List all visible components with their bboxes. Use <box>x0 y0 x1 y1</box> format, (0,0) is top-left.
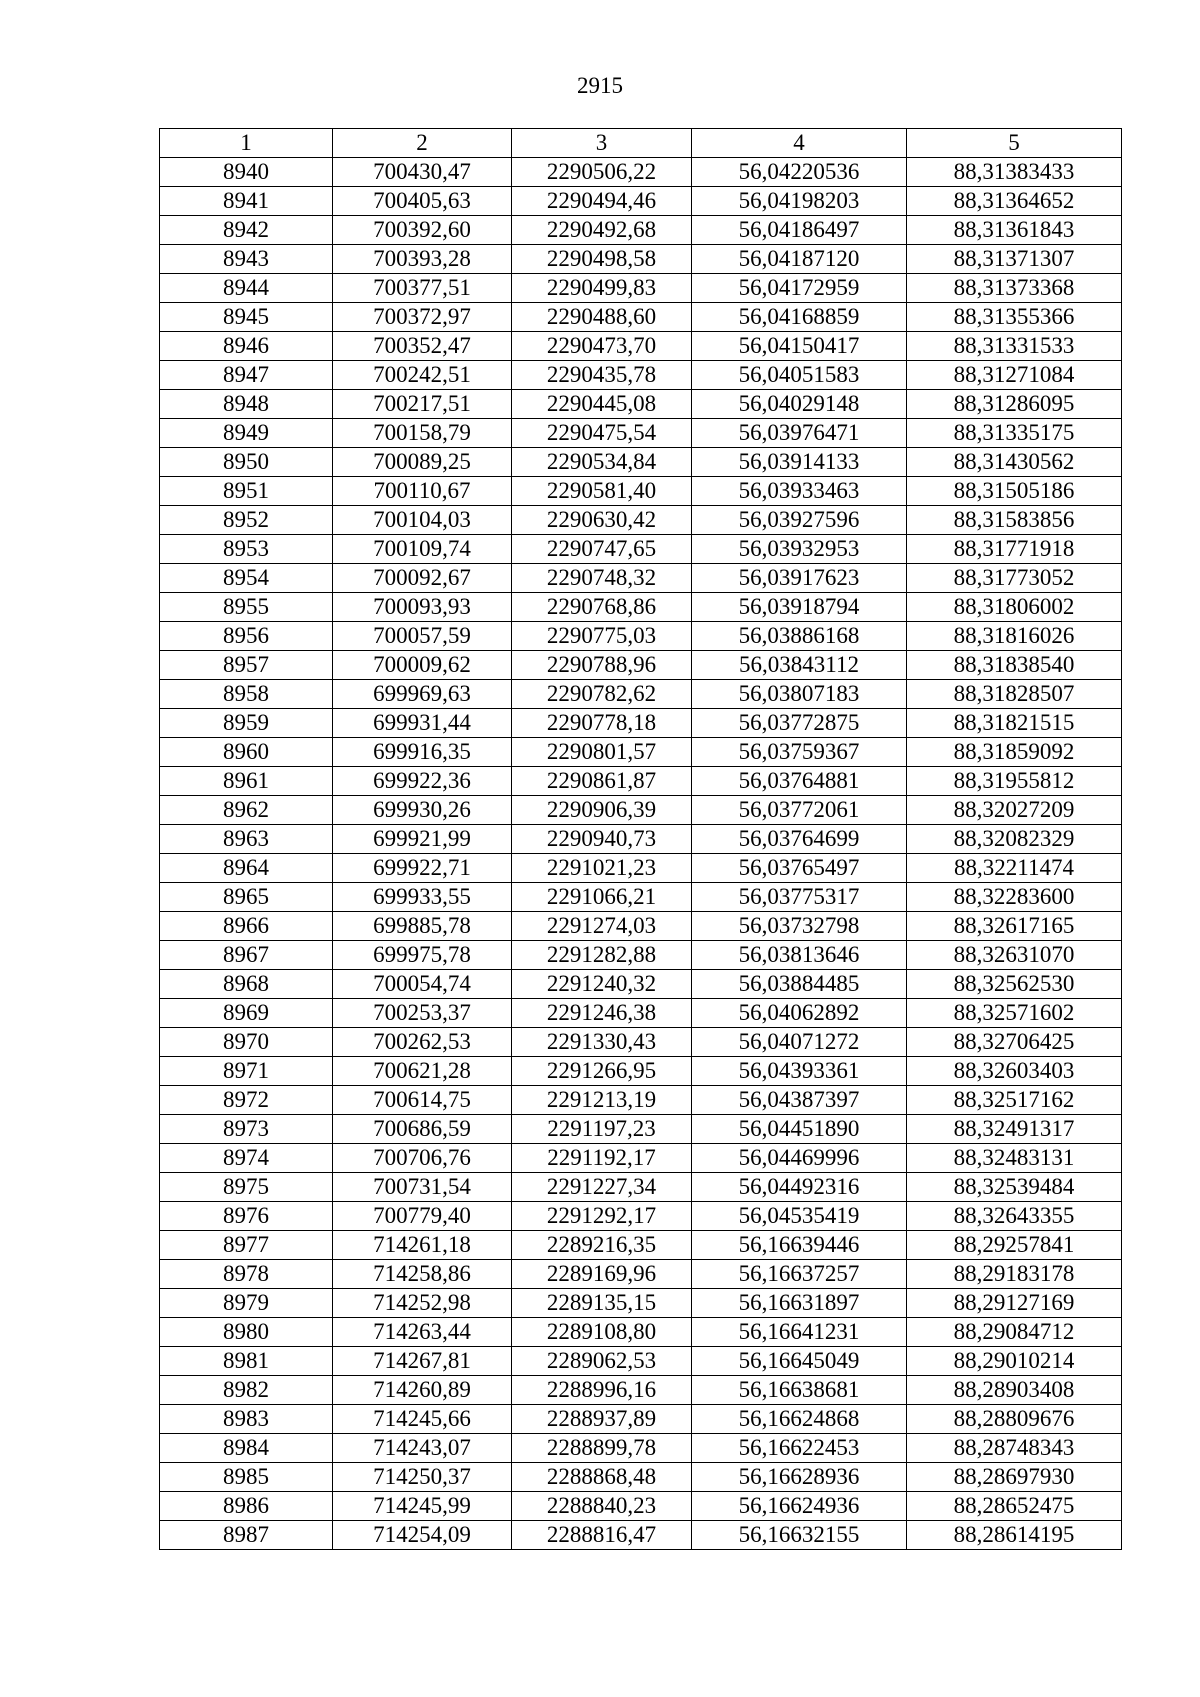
y-coordinate-cell: 2291192,17 <box>512 1144 692 1173</box>
y-coordinate-cell: 2291197,23 <box>512 1115 692 1144</box>
latitude-cell: 56,03917623 <box>692 564 907 593</box>
y-coordinate-cell: 2291066,21 <box>512 883 692 912</box>
latitude-cell: 56,16639446 <box>692 1231 907 1260</box>
y-coordinate-cell: 2291213,19 <box>512 1086 692 1115</box>
x-coordinate-cell: 714245,99 <box>333 1492 512 1521</box>
latitude-cell: 56,03884485 <box>692 970 907 999</box>
table-row <box>160 1086 1122 1115</box>
x-coordinate-cell: 714267,81 <box>333 1347 512 1376</box>
y-coordinate-cell: 2290445,08 <box>512 390 692 419</box>
table-row <box>160 680 1122 709</box>
x-coordinate-cell: 700109,74 <box>333 535 512 564</box>
table-row <box>160 1376 1122 1405</box>
x-coordinate-cell: 700217,51 <box>333 390 512 419</box>
point-number-cell: 8945 <box>160 303 333 332</box>
latitude-cell: 56,16631897 <box>692 1289 907 1318</box>
longitude-cell: 88,29084712 <box>907 1318 1122 1347</box>
table-row <box>160 535 1122 564</box>
y-coordinate-cell: 2289216,35 <box>512 1231 692 1260</box>
table-row <box>160 854 1122 883</box>
longitude-cell: 88,31286095 <box>907 390 1122 419</box>
latitude-cell: 56,03932953 <box>692 535 907 564</box>
latitude-cell: 56,16637257 <box>692 1260 907 1289</box>
y-coordinate-cell: 2291274,03 <box>512 912 692 941</box>
latitude-cell: 56,04387397 <box>692 1086 907 1115</box>
table-header <box>160 129 1122 158</box>
longitude-cell: 88,31838540 <box>907 651 1122 680</box>
latitude-cell: 56,03886168 <box>692 622 907 651</box>
latitude-cell: 56,03976471 <box>692 419 907 448</box>
point-number-cell: 8971 <box>160 1057 333 1086</box>
y-coordinate-cell: 2290747,65 <box>512 535 692 564</box>
latitude-cell: 56,03933463 <box>692 477 907 506</box>
latitude-cell: 56,16632155 <box>692 1521 907 1550</box>
y-coordinate-cell: 2289169,96 <box>512 1260 692 1289</box>
y-coordinate-cell: 2290475,54 <box>512 419 692 448</box>
point-number-cell: 8958 <box>160 680 333 709</box>
longitude-cell: 88,28748343 <box>907 1434 1122 1463</box>
latitude-cell: 56,04029148 <box>692 390 907 419</box>
latitude-cell: 56,03732798 <box>692 912 907 941</box>
coordinates-table <box>159 128 1122 1550</box>
x-coordinate-cell: 700779,40 <box>333 1202 512 1231</box>
y-coordinate-cell: 2290488,60 <box>512 303 692 332</box>
latitude-cell: 56,03775317 <box>692 883 907 912</box>
table-row <box>160 796 1122 825</box>
longitude-cell: 88,29257841 <box>907 1231 1122 1260</box>
x-coordinate-cell: 700372,97 <box>333 303 512 332</box>
table-row <box>160 361 1122 390</box>
x-coordinate-cell: 700686,59 <box>333 1115 512 1144</box>
longitude-cell: 88,32571602 <box>907 999 1122 1028</box>
longitude-cell: 88,29010214 <box>907 1347 1122 1376</box>
y-coordinate-cell: 2291240,32 <box>512 970 692 999</box>
table-body <box>160 158 1122 1550</box>
y-coordinate-cell: 2289062,53 <box>512 1347 692 1376</box>
latitude-cell: 56,03813646 <box>692 941 907 970</box>
y-coordinate-cell: 2288840,23 <box>512 1492 692 1521</box>
table-row <box>160 912 1122 941</box>
latitude-cell: 56,04150417 <box>692 332 907 361</box>
point-number-cell: 8973 <box>160 1115 333 1144</box>
x-coordinate-cell: 699916,35 <box>333 738 512 767</box>
x-coordinate-cell: 700392,60 <box>333 216 512 245</box>
point-number-cell: 8950 <box>160 448 333 477</box>
y-coordinate-cell: 2289135,15 <box>512 1289 692 1318</box>
table-row <box>160 1318 1122 1347</box>
longitude-cell: 88,31361843 <box>907 216 1122 245</box>
latitude-cell: 56,04051583 <box>692 361 907 390</box>
longitude-cell: 88,31371307 <box>907 245 1122 274</box>
latitude-cell: 56,16624868 <box>692 1405 907 1434</box>
x-coordinate-cell: 700009,62 <box>333 651 512 680</box>
latitude-cell: 56,03764699 <box>692 825 907 854</box>
longitude-cell: 88,31583856 <box>907 506 1122 535</box>
column-header-1: 1 <box>160 129 333 158</box>
latitude-cell: 56,04535419 <box>692 1202 907 1231</box>
latitude-cell: 56,04062892 <box>692 999 907 1028</box>
y-coordinate-cell: 2290506,22 <box>512 158 692 187</box>
y-coordinate-cell: 2291227,34 <box>512 1173 692 1202</box>
x-coordinate-cell: 699921,99 <box>333 825 512 854</box>
column-header-4: 4 <box>692 129 907 158</box>
latitude-cell: 56,03918794 <box>692 593 907 622</box>
latitude-cell: 56,04187120 <box>692 245 907 274</box>
latitude-cell: 56,03843112 <box>692 651 907 680</box>
latitude-cell: 56,03765497 <box>692 854 907 883</box>
table-row <box>160 1405 1122 1434</box>
latitude-cell: 56,03927596 <box>692 506 907 535</box>
longitude-cell: 88,31806002 <box>907 593 1122 622</box>
x-coordinate-cell: 700731,54 <box>333 1173 512 1202</box>
y-coordinate-cell: 2291246,38 <box>512 999 692 1028</box>
y-coordinate-cell: 2288937,89 <box>512 1405 692 1434</box>
table-row <box>160 651 1122 680</box>
longitude-cell: 88,32631070 <box>907 941 1122 970</box>
longitude-cell: 88,31773052 <box>907 564 1122 593</box>
point-number-cell: 8985 <box>160 1463 333 1492</box>
x-coordinate-cell: 700089,25 <box>333 448 512 477</box>
y-coordinate-cell: 2290492,68 <box>512 216 692 245</box>
latitude-cell: 56,03764881 <box>692 767 907 796</box>
table-row <box>160 1173 1122 1202</box>
x-coordinate-cell: 699922,36 <box>333 767 512 796</box>
point-number-cell: 8980 <box>160 1318 333 1347</box>
longitude-cell: 88,31505186 <box>907 477 1122 506</box>
latitude-cell: 56,04168859 <box>692 303 907 332</box>
y-coordinate-cell: 2290748,32 <box>512 564 692 593</box>
point-number-cell: 8981 <box>160 1347 333 1376</box>
point-number-cell: 8983 <box>160 1405 333 1434</box>
table-row <box>160 1202 1122 1231</box>
table-row <box>160 1028 1122 1057</box>
table-row <box>160 1463 1122 1492</box>
y-coordinate-cell: 2288816,47 <box>512 1521 692 1550</box>
x-coordinate-cell: 714245,66 <box>333 1405 512 1434</box>
point-number-cell: 8978 <box>160 1260 333 1289</box>
y-coordinate-cell: 2291021,23 <box>512 854 692 883</box>
latitude-cell: 56,16624936 <box>692 1492 907 1521</box>
point-number-cell: 8941 <box>160 187 333 216</box>
point-number-cell: 8962 <box>160 796 333 825</box>
column-header-3: 3 <box>512 129 692 158</box>
y-coordinate-cell: 2291330,43 <box>512 1028 692 1057</box>
longitude-cell: 88,32617165 <box>907 912 1122 941</box>
x-coordinate-cell: 700242,51 <box>333 361 512 390</box>
point-number-cell: 8957 <box>160 651 333 680</box>
table-row <box>160 1231 1122 1260</box>
longitude-cell: 88,31271084 <box>907 361 1122 390</box>
y-coordinate-cell: 2288868,48 <box>512 1463 692 1492</box>
table-row <box>160 506 1122 535</box>
x-coordinate-cell: 700092,67 <box>333 564 512 593</box>
x-coordinate-cell: 714252,98 <box>333 1289 512 1318</box>
x-coordinate-cell: 700430,47 <box>333 158 512 187</box>
y-coordinate-cell: 2291292,17 <box>512 1202 692 1231</box>
table-row <box>160 303 1122 332</box>
point-number-cell: 8949 <box>160 419 333 448</box>
y-coordinate-cell: 2290778,18 <box>512 709 692 738</box>
y-coordinate-cell: 2288899,78 <box>512 1434 692 1463</box>
table-row <box>160 332 1122 361</box>
longitude-cell: 88,32643355 <box>907 1202 1122 1231</box>
x-coordinate-cell: 700377,51 <box>333 274 512 303</box>
x-coordinate-cell: 700054,74 <box>333 970 512 999</box>
longitude-cell: 88,32539484 <box>907 1173 1122 1202</box>
x-coordinate-cell: 700352,47 <box>333 332 512 361</box>
x-coordinate-cell: 714263,44 <box>333 1318 512 1347</box>
latitude-cell: 56,04393361 <box>692 1057 907 1086</box>
table-row <box>160 1289 1122 1318</box>
table-row <box>160 767 1122 796</box>
point-number-cell: 8966 <box>160 912 333 941</box>
point-number-cell: 8943 <box>160 245 333 274</box>
latitude-cell: 56,16628936 <box>692 1463 907 1492</box>
latitude-cell: 56,04451890 <box>692 1115 907 1144</box>
y-coordinate-cell: 2290494,46 <box>512 187 692 216</box>
longitude-cell: 88,32706425 <box>907 1028 1122 1057</box>
table-row <box>160 709 1122 738</box>
table-row <box>160 419 1122 448</box>
x-coordinate-cell: 714254,09 <box>333 1521 512 1550</box>
longitude-cell: 88,28652475 <box>907 1492 1122 1521</box>
latitude-cell: 56,03807183 <box>692 680 907 709</box>
y-coordinate-cell: 2290581,40 <box>512 477 692 506</box>
point-number-cell: 8974 <box>160 1144 333 1173</box>
table-row <box>160 1434 1122 1463</box>
longitude-cell: 88,31331533 <box>907 332 1122 361</box>
x-coordinate-cell: 700262,53 <box>333 1028 512 1057</box>
point-number-cell: 8968 <box>160 970 333 999</box>
x-coordinate-cell: 699930,26 <box>333 796 512 825</box>
y-coordinate-cell: 2290768,86 <box>512 593 692 622</box>
x-coordinate-cell: 699931,44 <box>333 709 512 738</box>
y-coordinate-cell: 2290499,83 <box>512 274 692 303</box>
y-coordinate-cell: 2290473,70 <box>512 332 692 361</box>
longitude-cell: 88,29127169 <box>907 1289 1122 1318</box>
point-number-cell: 8987 <box>160 1521 333 1550</box>
point-number-cell: 8964 <box>160 854 333 883</box>
x-coordinate-cell: 699885,78 <box>333 912 512 941</box>
latitude-cell: 56,04198203 <box>692 187 907 216</box>
y-coordinate-cell: 2290435,78 <box>512 361 692 390</box>
longitude-cell: 88,32027209 <box>907 796 1122 825</box>
x-coordinate-cell: 699975,78 <box>333 941 512 970</box>
longitude-cell: 88,31383433 <box>907 158 1122 187</box>
point-number-cell: 8963 <box>160 825 333 854</box>
point-number-cell: 8972 <box>160 1086 333 1115</box>
longitude-cell: 88,31430562 <box>907 448 1122 477</box>
longitude-cell: 88,31821515 <box>907 709 1122 738</box>
x-coordinate-cell: 699969,63 <box>333 680 512 709</box>
y-coordinate-cell: 2290534,84 <box>512 448 692 477</box>
longitude-cell: 88,32517162 <box>907 1086 1122 1115</box>
y-coordinate-cell: 2291282,88 <box>512 941 692 970</box>
table-row <box>160 448 1122 477</box>
x-coordinate-cell: 714260,89 <box>333 1376 512 1405</box>
table-row <box>160 941 1122 970</box>
table-row <box>160 216 1122 245</box>
longitude-cell: 88,31859092 <box>907 738 1122 767</box>
longitude-cell: 88,31771918 <box>907 535 1122 564</box>
x-coordinate-cell: 714243,07 <box>333 1434 512 1463</box>
table-row <box>160 825 1122 854</box>
latitude-cell: 56,03772875 <box>692 709 907 738</box>
longitude-cell: 88,28903408 <box>907 1376 1122 1405</box>
longitude-cell: 88,31828507 <box>907 680 1122 709</box>
x-coordinate-cell: 714258,86 <box>333 1260 512 1289</box>
longitude-cell: 88,32562530 <box>907 970 1122 999</box>
x-coordinate-cell: 700158,79 <box>333 419 512 448</box>
point-number-cell: 8946 <box>160 332 333 361</box>
column-header-5: 5 <box>907 129 1122 158</box>
latitude-cell: 56,16641231 <box>692 1318 907 1347</box>
longitude-cell: 88,32211474 <box>907 854 1122 883</box>
table-row <box>160 1260 1122 1289</box>
longitude-cell: 88,32483131 <box>907 1144 1122 1173</box>
longitude-cell: 88,31373368 <box>907 274 1122 303</box>
y-coordinate-cell: 2290861,87 <box>512 767 692 796</box>
point-number-cell: 8965 <box>160 883 333 912</box>
y-coordinate-cell: 2290788,96 <box>512 651 692 680</box>
x-coordinate-cell: 700104,03 <box>333 506 512 535</box>
point-number-cell: 8953 <box>160 535 333 564</box>
table-row <box>160 1115 1122 1144</box>
x-coordinate-cell: 714250,37 <box>333 1463 512 1492</box>
table-row <box>160 999 1122 1028</box>
point-number-cell: 8942 <box>160 216 333 245</box>
y-coordinate-cell: 2290498,58 <box>512 245 692 274</box>
table-row <box>160 1521 1122 1550</box>
point-number-cell: 8944 <box>160 274 333 303</box>
latitude-cell: 56,16645049 <box>692 1347 907 1376</box>
point-number-cell: 8984 <box>160 1434 333 1463</box>
x-coordinate-cell: 699933,55 <box>333 883 512 912</box>
latitude-cell: 56,04220536 <box>692 158 907 187</box>
table-row <box>160 1492 1122 1521</box>
longitude-cell: 88,32283600 <box>907 883 1122 912</box>
point-number-cell: 8986 <box>160 1492 333 1521</box>
longitude-cell: 88,32603403 <box>907 1057 1122 1086</box>
longitude-cell: 88,32082329 <box>907 825 1122 854</box>
point-number-cell: 8979 <box>160 1289 333 1318</box>
y-coordinate-cell: 2290630,42 <box>512 506 692 535</box>
table-row <box>160 738 1122 767</box>
table-row <box>160 187 1122 216</box>
longitude-cell: 88,29183178 <box>907 1260 1122 1289</box>
longitude-cell: 88,31955812 <box>907 767 1122 796</box>
point-number-cell: 8954 <box>160 564 333 593</box>
latitude-cell: 56,16622453 <box>692 1434 907 1463</box>
point-number-cell: 8956 <box>160 622 333 651</box>
latitude-cell: 56,03914133 <box>692 448 907 477</box>
table-row <box>160 158 1122 187</box>
y-coordinate-cell: 2290906,39 <box>512 796 692 825</box>
point-number-cell: 8955 <box>160 593 333 622</box>
latitude-cell: 56,04469996 <box>692 1144 907 1173</box>
table-row <box>160 970 1122 999</box>
point-number-cell: 8960 <box>160 738 333 767</box>
y-coordinate-cell: 2290940,73 <box>512 825 692 854</box>
point-number-cell: 8967 <box>160 941 333 970</box>
x-coordinate-cell: 700614,75 <box>333 1086 512 1115</box>
point-number-cell: 8947 <box>160 361 333 390</box>
point-number-cell: 8961 <box>160 767 333 796</box>
x-coordinate-cell: 699922,71 <box>333 854 512 883</box>
latitude-cell: 56,04186497 <box>692 216 907 245</box>
longitude-cell: 88,32491317 <box>907 1115 1122 1144</box>
table-row <box>160 593 1122 622</box>
y-coordinate-cell: 2289108,80 <box>512 1318 692 1347</box>
y-coordinate-cell: 2291266,95 <box>512 1057 692 1086</box>
x-coordinate-cell: 700405,63 <box>333 187 512 216</box>
longitude-cell: 88,28809676 <box>907 1405 1122 1434</box>
table-row <box>160 1347 1122 1376</box>
point-number-cell: 8952 <box>160 506 333 535</box>
latitude-cell: 56,04071272 <box>692 1028 907 1057</box>
table-row <box>160 564 1122 593</box>
latitude-cell: 56,03772061 <box>692 796 907 825</box>
point-number-cell: 8976 <box>160 1202 333 1231</box>
point-number-cell: 8975 <box>160 1173 333 1202</box>
x-coordinate-cell: 700706,76 <box>333 1144 512 1173</box>
table-row <box>160 477 1122 506</box>
y-coordinate-cell: 2290782,62 <box>512 680 692 709</box>
y-coordinate-cell: 2290801,57 <box>512 738 692 767</box>
x-coordinate-cell: 700253,37 <box>333 999 512 1028</box>
table-row <box>160 1057 1122 1086</box>
table-row <box>160 622 1122 651</box>
longitude-cell: 88,31816026 <box>907 622 1122 651</box>
point-number-cell: 8977 <box>160 1231 333 1260</box>
table-row <box>160 274 1122 303</box>
x-coordinate-cell: 714261,18 <box>333 1231 512 1260</box>
point-number-cell: 8948 <box>160 390 333 419</box>
point-number-cell: 8969 <box>160 999 333 1028</box>
point-number-cell: 8951 <box>160 477 333 506</box>
column-header-2: 2 <box>333 129 512 158</box>
longitude-cell: 88,31335175 <box>907 419 1122 448</box>
point-number-cell: 8970 <box>160 1028 333 1057</box>
table-row <box>160 1144 1122 1173</box>
table-row <box>160 245 1122 274</box>
latitude-cell: 56,04172959 <box>692 274 907 303</box>
longitude-cell: 88,28697930 <box>907 1463 1122 1492</box>
table-row <box>160 883 1122 912</box>
point-number-cell: 8940 <box>160 158 333 187</box>
page-number: 2915 <box>577 73 623 98</box>
point-number-cell: 8959 <box>160 709 333 738</box>
table-row <box>160 390 1122 419</box>
latitude-cell: 56,16638681 <box>692 1376 907 1405</box>
x-coordinate-cell: 700093,93 <box>333 593 512 622</box>
longitude-cell: 88,31364652 <box>907 187 1122 216</box>
latitude-cell: 56,03759367 <box>692 738 907 767</box>
x-coordinate-cell: 700057,59 <box>333 622 512 651</box>
longitude-cell: 88,28614195 <box>907 1521 1122 1550</box>
y-coordinate-cell: 2290775,03 <box>512 622 692 651</box>
x-coordinate-cell: 700621,28 <box>333 1057 512 1086</box>
x-coordinate-cell: 700110,67 <box>333 477 512 506</box>
longitude-cell: 88,31355366 <box>907 303 1122 332</box>
header-row <box>160 129 1122 158</box>
y-coordinate-cell: 2288996,16 <box>512 1376 692 1405</box>
x-coordinate-cell: 700393,28 <box>333 245 512 274</box>
latitude-cell: 56,04492316 <box>692 1173 907 1202</box>
point-number-cell: 8982 <box>160 1376 333 1405</box>
